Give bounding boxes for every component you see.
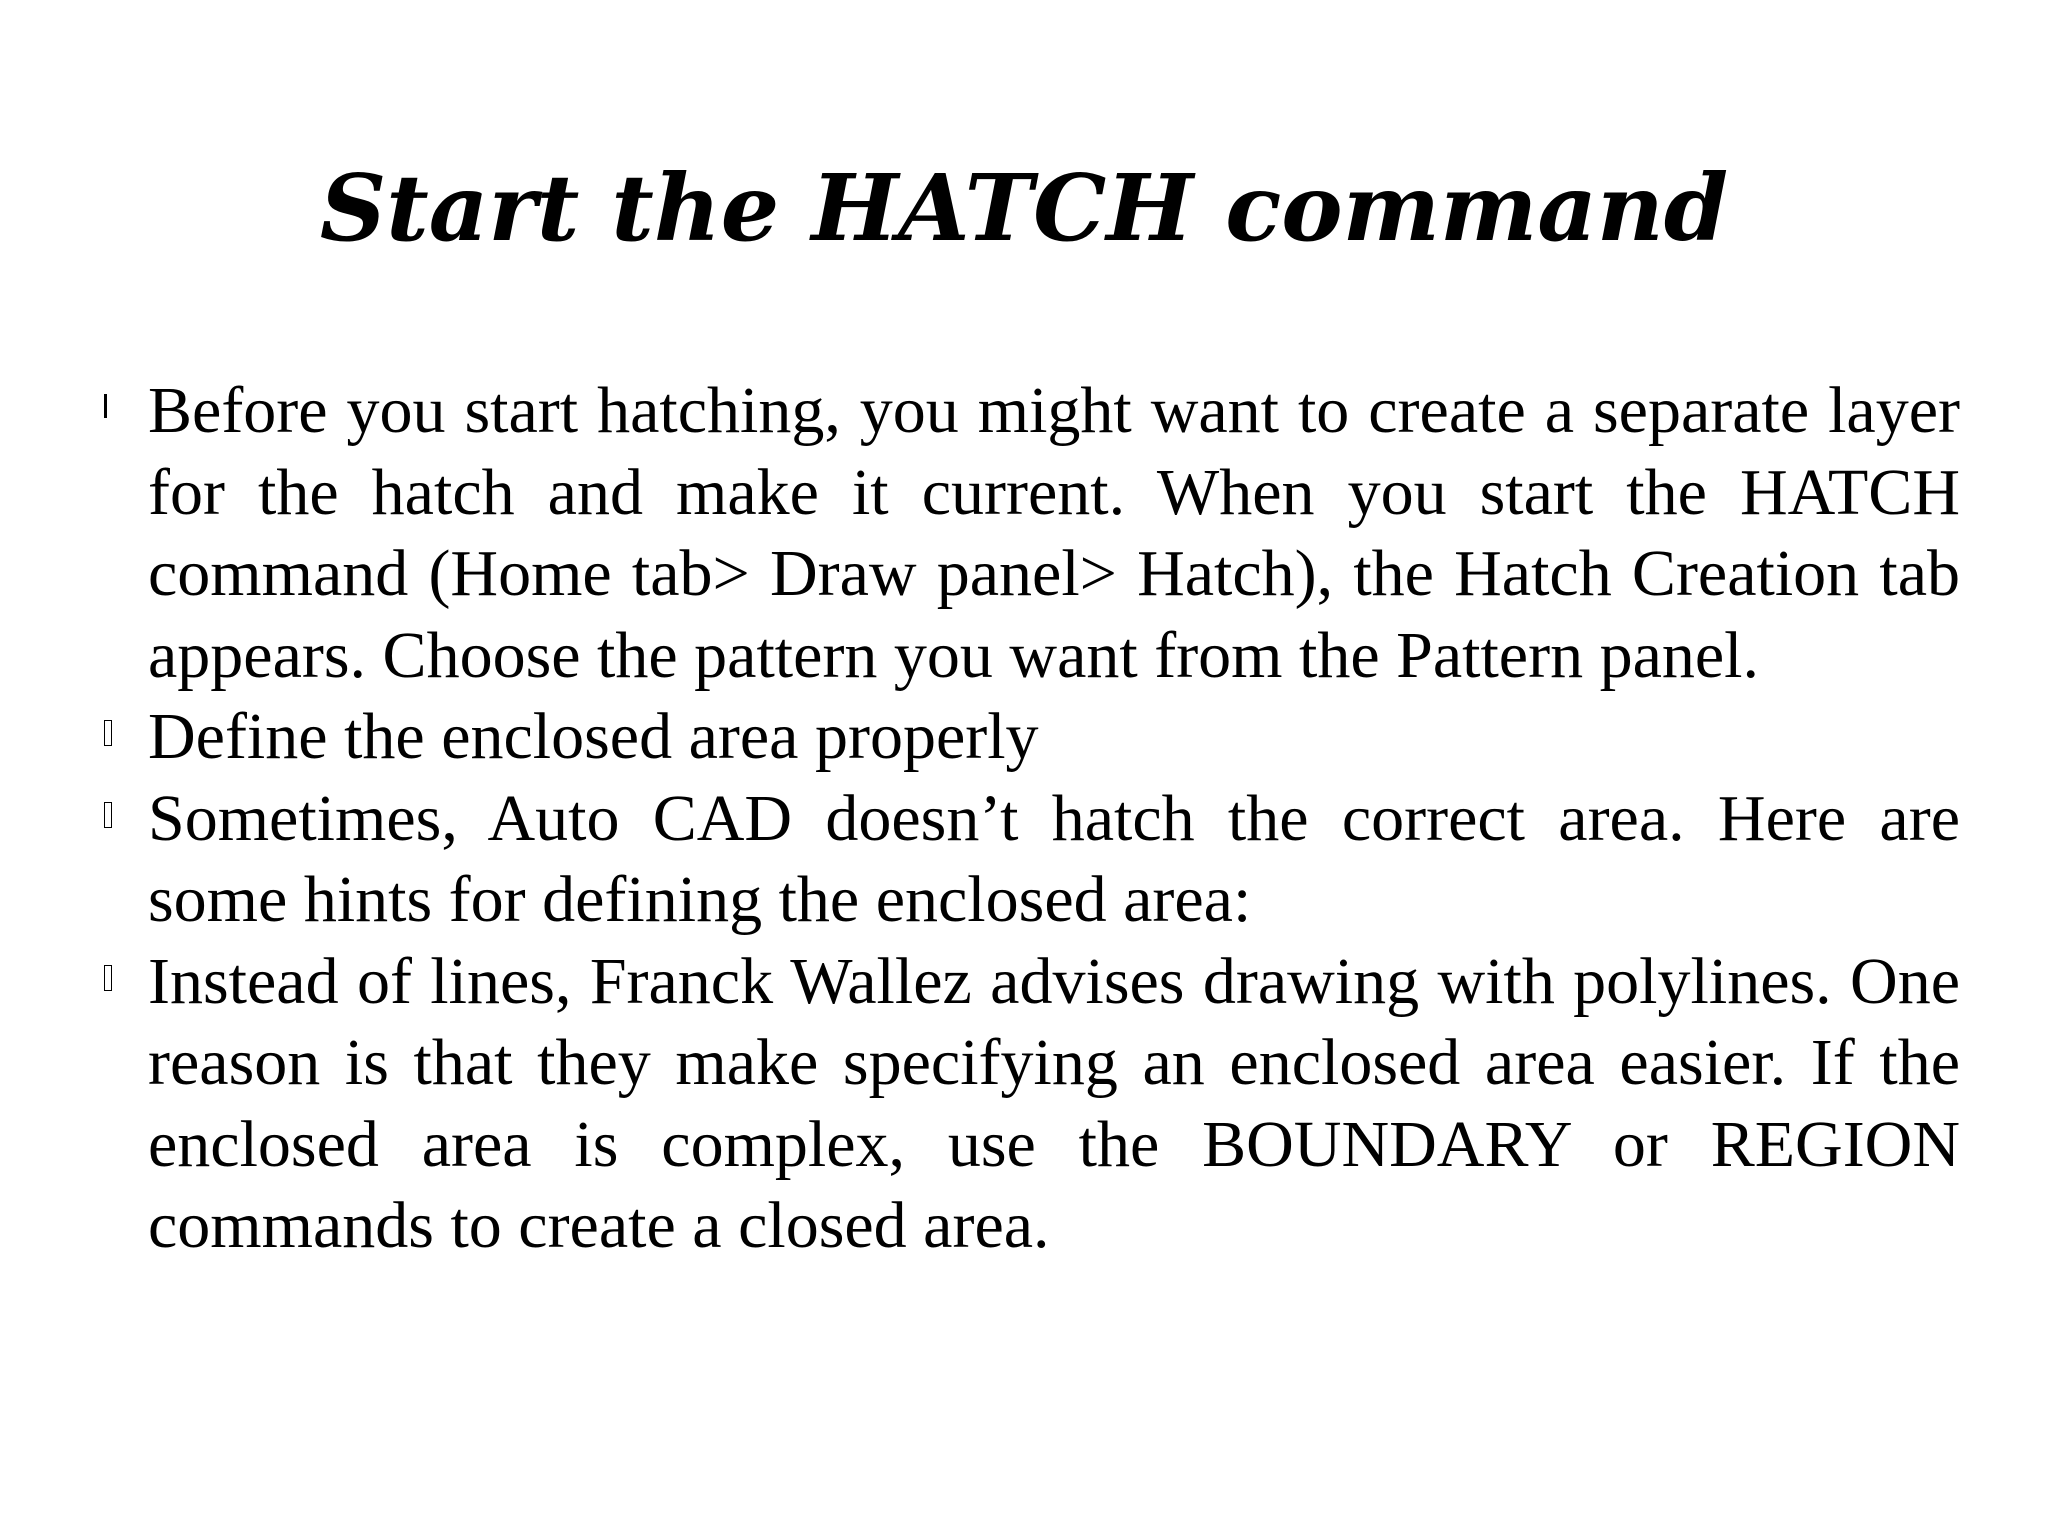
bullet-item-2 [100,696,1960,778]
bullet-text-2: Define the enclosed area properly [148,700,1039,773]
bullet-box-icon [104,802,112,828]
slide-title: Start the HATCH command [319,154,1729,262]
bullet-item-4 [100,941,1960,1267]
bullet-item-1 [100,370,1960,696]
bullet-bar-icon [104,394,107,418]
bullet-text-4: Instead of lines, Franck Wallez advises drawing with polylines. One reason is that they make specifying an enclosed area easier. If the enclosed area is complex, use the BOUNDARY or REGION commands to create a closed area. [148,944,1960,1262]
bullet-box-icon [104,965,112,991]
bullet-item-3 [100,778,1960,941]
bullet-text-1: Before you start hatching, you might want to create a separate layer for the hatch and make it current. When you start the HATCH command (Home tab> Draw panel> Hatch), the Hatch Creation tab appears. Choose the pattern you want from the Pattern panel. [148,374,1960,692]
bullet-list [100,370,1960,1267]
bullet-box-icon [104,720,112,746]
bullet-text-3: Sometimes, Auto CAD doesn’t hatch the correct area. Here are some hints for defining the enclosed area: [148,781,1960,936]
